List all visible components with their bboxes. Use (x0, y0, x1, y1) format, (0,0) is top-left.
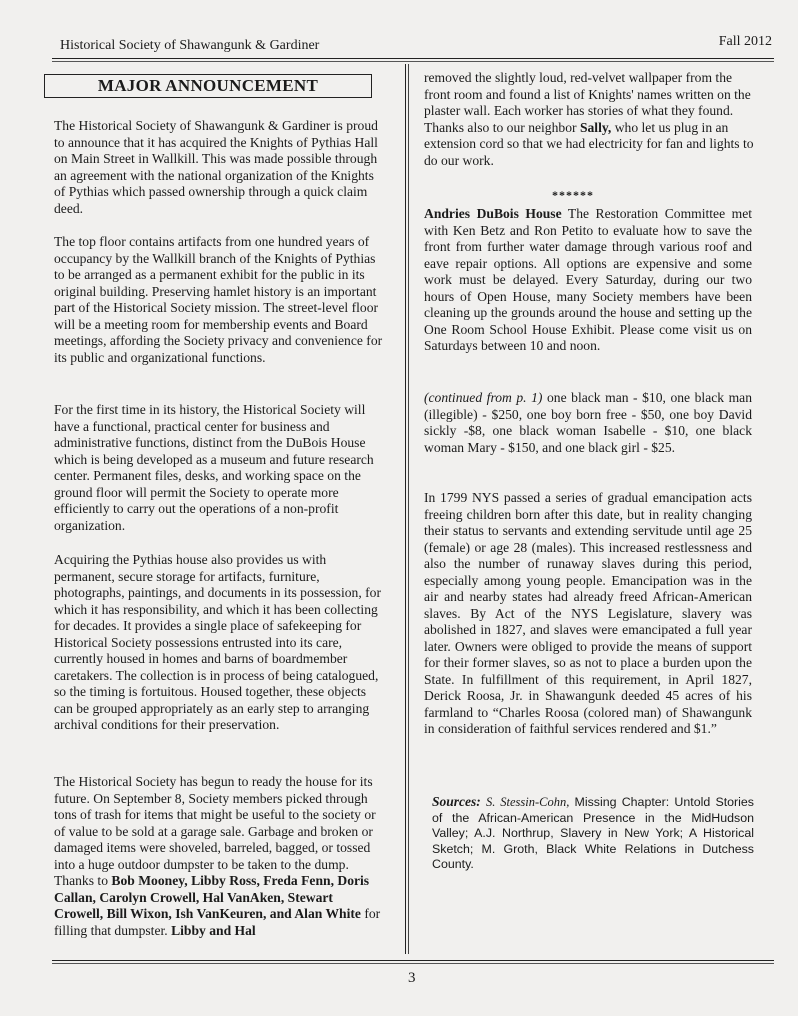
dubois-paragraph (424, 206, 752, 355)
paragraph-5-end: Libby and Hal (171, 922, 256, 938)
dubois-heading: Andries DuBois House (424, 206, 562, 221)
sources-label: Sources (432, 794, 477, 809)
paragraph-5-text: The Historical Society has begun to ready the house for its future. On September 8, Society members picked through tons of trash for items that might be useful to the society or of value to be sold at a garage sale. Garbage and broken or damaged items were shoveled, barreled, bagged, or tossed into a huge outdoor dumpster to be taken to the dump. Thanks to (54, 774, 376, 888)
continued-from-p1-paragraph (424, 390, 752, 456)
dubois-text: The Restoration Committee met with Ken Betz and Ron Petito to evaluate how to save the front from further water damage through various roof and eave repair options. All options are expensive and some work must be delayed. Every Saturday, during our two hours of Open House, many Society members have been cleaning up the grounds around the house and setting up the One Room School House Exhibit. Please come visit us on Saturdays between 10 and noon. (424, 206, 753, 353)
paragraph-1: The Historical Society of Shawangunk & Gardiner is proud to announce that it has acquired the Knights of Pythias Hall on Main Street in Wallkill. This was made possible through an agreement with the national organization of the Knights of Pythias which passed ownership through a quick claim deed. (54, 118, 378, 216)
header-rule (52, 58, 774, 59)
header-publication: Historical Society of Shawangunk & Gardiner (60, 38, 320, 53)
page-header (60, 34, 772, 60)
continued-paragraph (424, 70, 754, 169)
sources-block: Sources: S. Stessin-Cohn, Missing Chapter: Untold Stories of the African-American Presence in the MidHudson Valley; A.J. Northrup, Slavery in New York; A Historical Sketch; M. Groth, Black White Relations in Dutchess County. (432, 794, 755, 871)
paragraph-2: The top floor contains artifacts from one hundred years of occupancy by the Wallkill branch of the Knights of Pythias to be arranged as a permanent exhibit for the public in its original building. Preserving hamlet history is an important part of the Historical Society mission. The street-level floor will be a meeting room for membership events and Board meetings, affording the Society privacy and convenience for its public and organizational functions. (54, 234, 383, 365)
footer-rule-inner (52, 963, 774, 964)
continued-tail: who let us plug in an extension cord so that we had electricity for fan and lights to do our work. (424, 119, 754, 168)
paragraph-4: Acquiring the Pythias house also provides us with permanent, secure storage for artifacts, furniture, photographs, paintings, and documents in its possession, for which it has responsibility, and which it has been collecting for decades. It provides a single place of safekeeping for Historical Society possessions entrusted into its care, currently housed in homes and barns of boardmember caretakers. The collection is in process of being catalogued, so the timing is fortuitous. Housed together, these objects can be grouped appropriately as an early step to arranging archival conditions for their preservation. (54, 552, 381, 732)
article-title: MAJOR ANNOUNCEMENT (44, 74, 372, 98)
header-rule-inner (52, 61, 774, 62)
section-separator: ****** (552, 188, 594, 202)
left-column (54, 74, 384, 938)
sources-author: S. Stessin-Cohn, (485, 795, 570, 809)
sources-text: Missing Chapter: Untold Stories of the African-American Presence in the MidHudson Valley; A.J. Northrup, Slavery in New York; A Historical Sketch; M. Groth, Black White Relations in Dutchess County. (432, 795, 755, 871)
continued-from-p1-text: one black man - $10, one black man (illegible) - $250, one boy born free - $50, one boy David sickly -$8, one black woman Isabelle - $10, one black woman Mary - $150, and one black girl - $25. (424, 390, 752, 455)
continued-lead: (continued from p. 1) (424, 390, 543, 405)
footer-rule (52, 960, 774, 961)
paragraph-5 (54, 774, 384, 939)
header-issue: Fall 2012 (718, 34, 772, 49)
volunteer-names: Bob Mooney, Libby Ross, Freda Fenn, Doris Callan, Carolyn Crowell, Hal VanAken, Stewart Crowell, Bill Wixon, Ish VanKeuren, and Alan White (54, 873, 370, 921)
paragraph-5-tail: for filling that dumpster. (54, 906, 381, 938)
page-number: 3 (408, 970, 416, 986)
neighbor-name: Sally, (579, 119, 612, 135)
column-divider-inner (408, 64, 409, 954)
emancipation-paragraph: In 1799 NYS passed a series of gradual emancipation acts freeing children born after this date, but in reality changing their status to servants and extending servitude until age 25 (female) or age 28 (males). This increased restlessness and also the number of runaway slaves during this period, especially among young people. Emancipation was in the air and nearby states had already freed African-American slaves. By Act of the NYS Legislature, slavery was abolished in 1827, and slaves were emancipated a full year later. Owners were obliged to provide the means of support for their former slaves, so as not to place a burden upon the State. In fulfillment of this requirement, in April 1827, Derick Roosa, Jr. in Shawangunk deeded 45 acres of his farmland to “Charles Roosa (colored man) of Shawangunk in consideration of faithful services rendered and $1.” (424, 490, 752, 736)
continued-text: removed the slightly loud, red-velvet wallpaper from the front room and found a list of Knights' names written on the plaster wall. Each worker has stories of what they found. Thanks also to our neighbor (424, 70, 751, 135)
column-divider (405, 64, 406, 954)
paragraph-3: For the first time in its history, the Historical Society will have a functional, practical center for business and administrative functions, distinct from the DuBois House which is being developed as a museum and future research center. Permanent files, desks, and working space on the ground floor will permit the Society to operate more efficiently to carry out the operations of a non-profit organization. (54, 402, 374, 533)
